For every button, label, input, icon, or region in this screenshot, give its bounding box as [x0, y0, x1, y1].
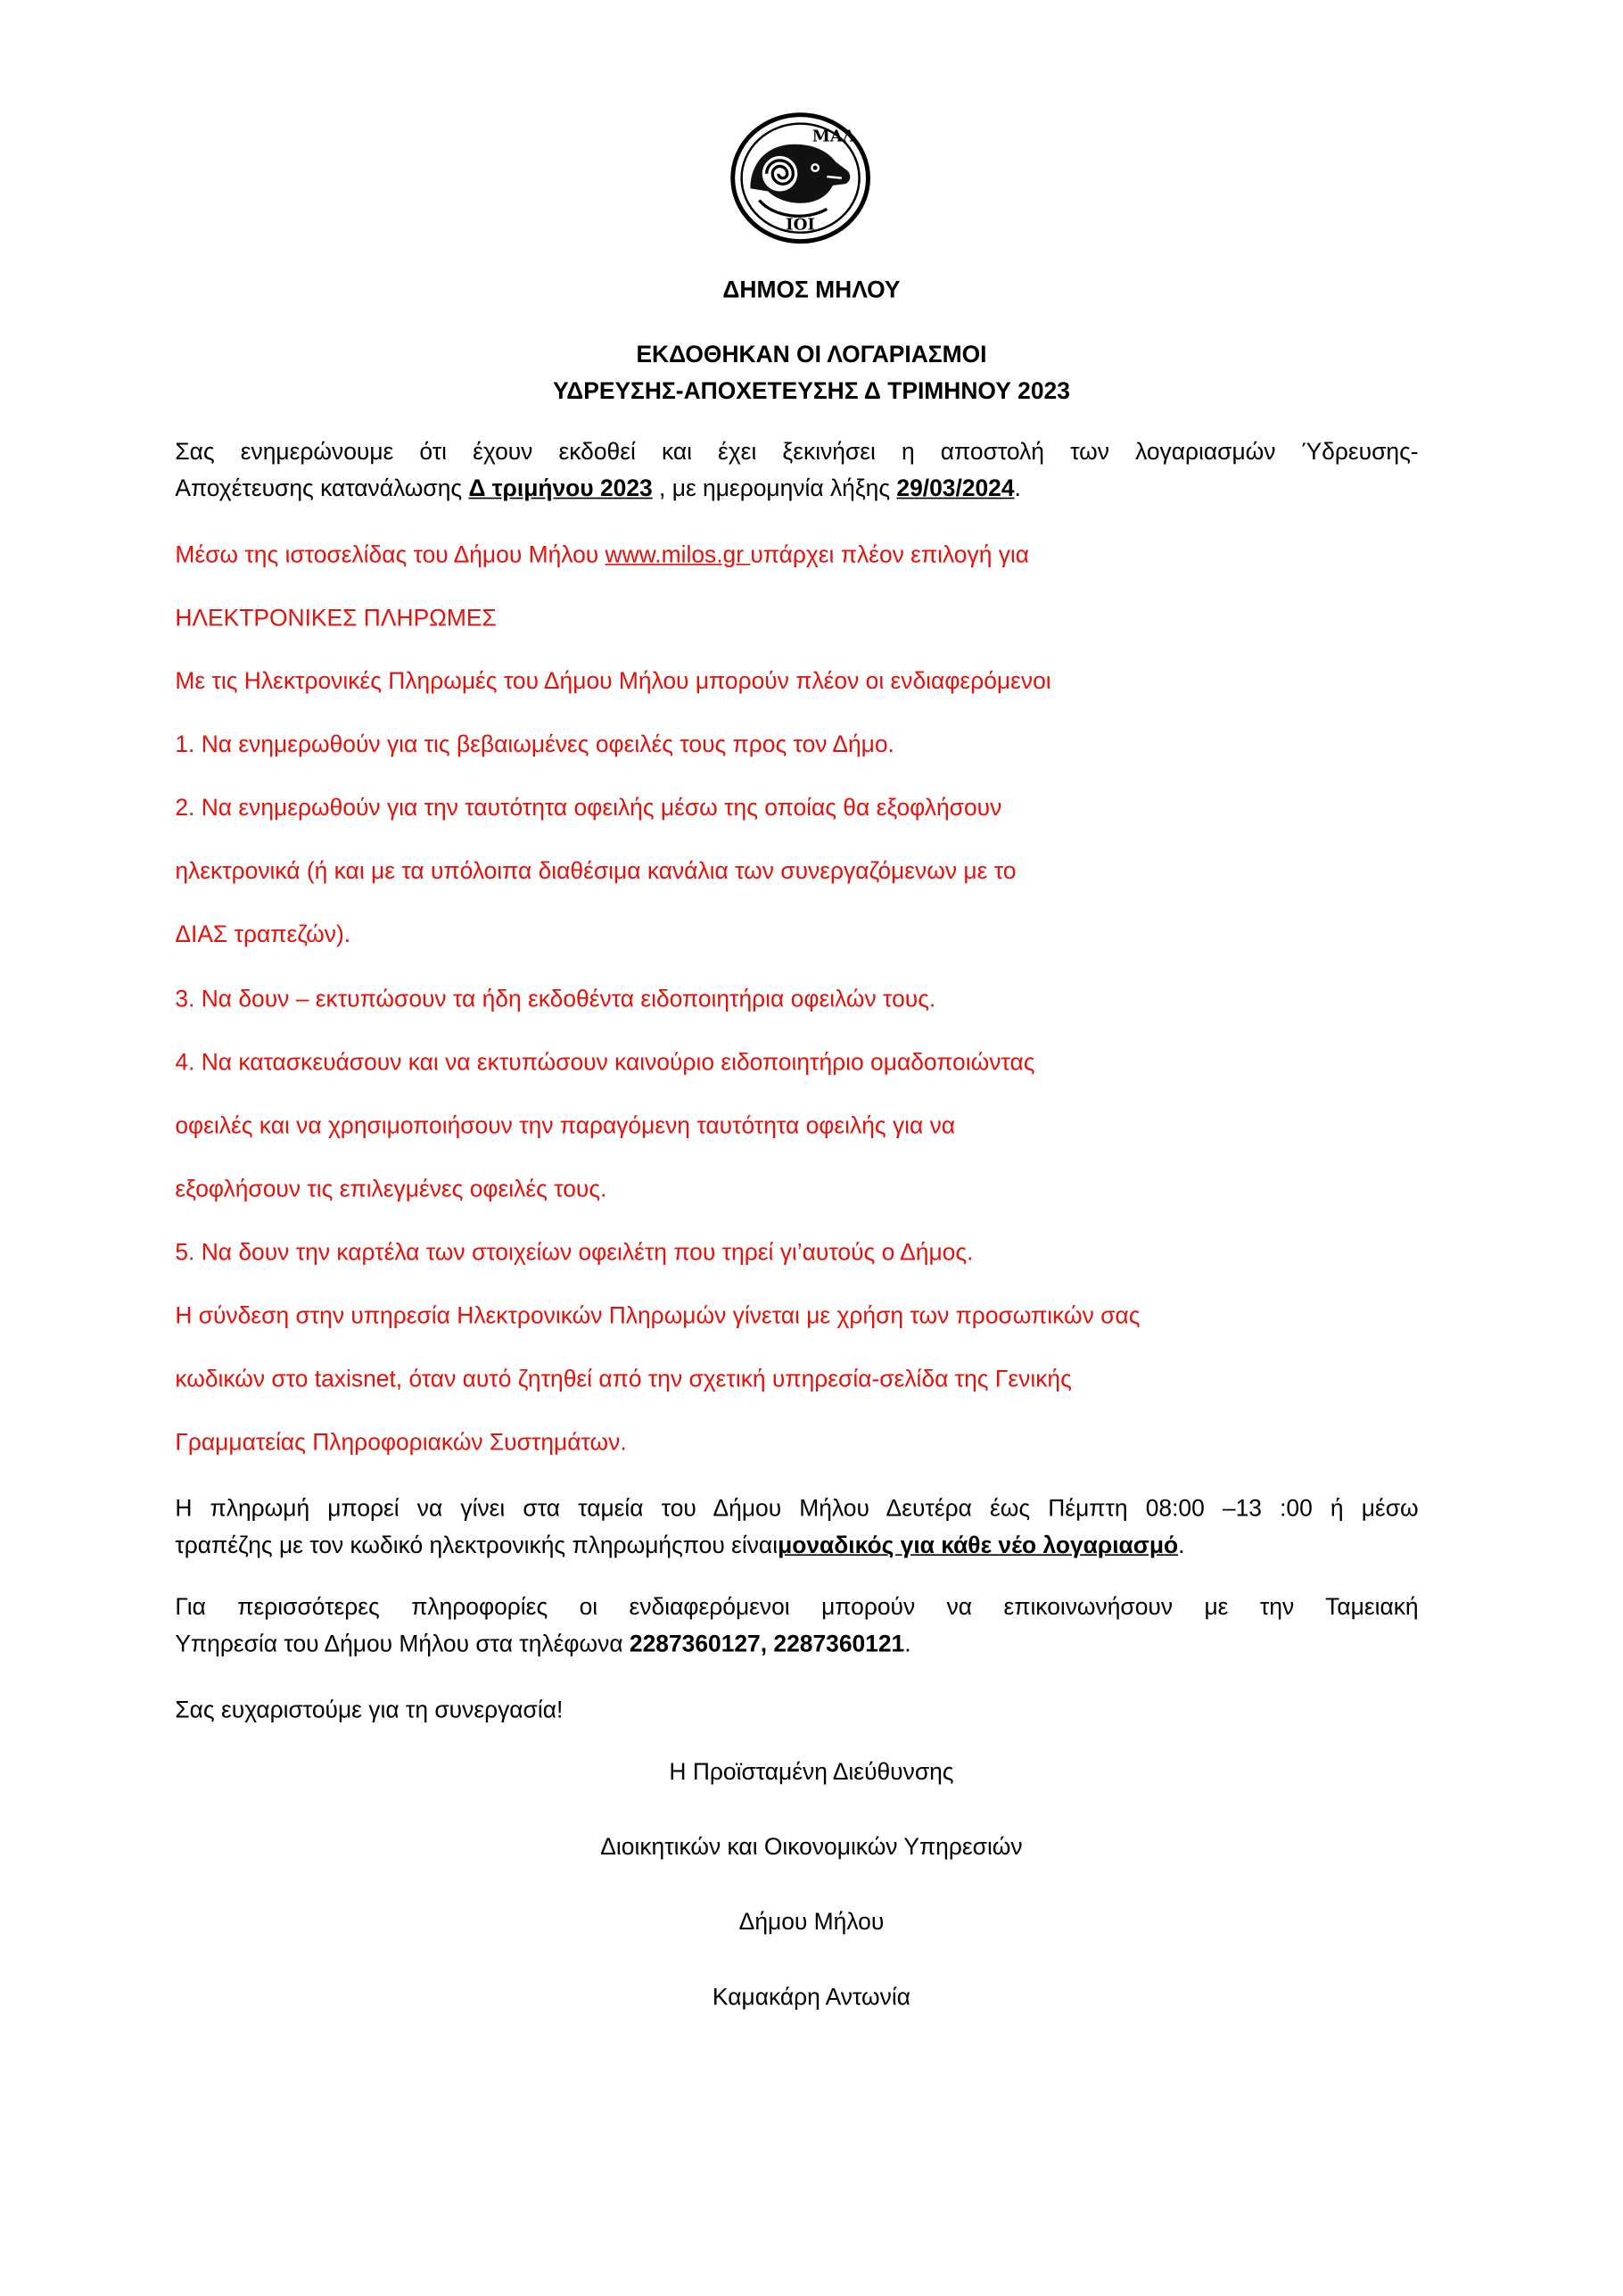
intro-line2-prefix: Αποχέτευσης κατανάλωσης [175, 476, 469, 502]
info-line2 [175, 1630, 1418, 1662]
login-info-line3: Γραμματείας Πληροφοριακών Συστημάτων. [175, 1430, 627, 1456]
e-payments-item-4: 4. Να κατασκευάσουν και να εκτυπώσουν καινούριο ειδοποιητήριο ομαδοποιώντας [175, 1051, 1035, 1077]
payment-line2-suffix: . [1178, 1533, 1185, 1559]
intro-line1: Σας ενημερώνουμε ότι έχουν εκδοθεί και έχει ξεκινήσει η αποστολή των λογαριασμών Ύδρευσης- [175, 440, 1419, 466]
signature-role-line2: Διοικητικών και Οικονομικών Υπηρεσιών [600, 1835, 1023, 1861]
e-payments-item-4-end: εξοφλήσουν τις επιλεγμένες οφειλές τους. [175, 1177, 607, 1203]
intro-line2-suffix: . [1014, 476, 1021, 502]
website-prefix: Μέσω της ιστοσελίδας του Δήμου Μήλου [175, 542, 606, 568]
thanks-line: Σας ευχαριστούμε για τη συνεργασία! [175, 1698, 564, 1724]
e-payments-item-2-end: ΔΙΑΣ τραπεζών). [175, 922, 351, 948]
info-line2-suffix: . [904, 1631, 911, 1657]
login-info-line2: κωδικών στο taxisnet, όταν αυτό ζητηθεί από την σχετική υπηρεσία-σελίδα της Γενικής [175, 1367, 1072, 1392]
payment-line2 [175, 1531, 1418, 1563]
unique-code-note: μοναδικός για κάθε νέο λογαριασμό [778, 1533, 1179, 1559]
seal-inscription-top: ΜΑΛ [812, 127, 856, 146]
intro-line2 [175, 474, 1418, 506]
e-payments-item-5: 5. Να δουν την καρτέλα των στοιχείων οφειλέτη που τηρεί γι’αυτούς ο Δήμος. [175, 1240, 974, 1266]
e-payments-item-2-cont: ηλεκτρονικά (ή και με τα υπόλοιπα διαθέσιμα κανάλια των συνεργαζόμενων με το [175, 859, 1017, 885]
payment-line2-prefix: τραπέζης με τον κωδικό ηλεκτρονικής πληρωμήςπου είναι [175, 1533, 779, 1559]
e-payments-item-2: 2. Να ενημερωθούν για την ταυτότητα οφειλής μέσω της οποίας θα εξοφλήσουν [175, 796, 1002, 822]
payment-line1: Η πληρωμή μπορεί να γίνει στα ταμεία του Δήμου Μήλου Δευτέρα έως Πέμπτη 08:00 –13 :00 ή μέσω [175, 1497, 1419, 1523]
due-date: 29/03/2024 [896, 476, 1015, 502]
e-payments-item-4-cont: οφειλές και να χρησιμοποιήσουν την παραγόμενη ταυτότητα οφειλής για να [175, 1114, 956, 1140]
signature-role-line3: Δήμου Μήλου [738, 1910, 885, 1936]
website-link[interactable]: www.milos.gr [605, 542, 751, 568]
billing-quarter: Δ τριμήνου 2023 [468, 476, 653, 502]
e-payments-item-3: 3. Να δουν – εκτυπώσουν τα ήδη εκδοθέντα ειδοποιητήρια οφειλών τους. [175, 987, 936, 1013]
e-payments-heading: ΗΛΕΚΤΡΟΝΙΚΕΣ ΠΛΗΡΩΜΕΣ [175, 606, 497, 632]
signature-role-line1: Η Προϊσταμένη Διεύθυνσης [669, 1760, 954, 1786]
contact-phones: 2287360127, 2287360121 [629, 1631, 905, 1657]
website-suffix: υπάρχει πλέον επιλογή για [750, 542, 1030, 568]
info-line2-prefix: Υπηρεσία του Δήμου Μήλου στα τηλέφωνα [175, 1631, 630, 1657]
e-payments-line: Με τις Ηλεκτρονικές Πληρωμές του Δήμου Μήλου μπορούν πλέον οι ενδιαφερόμενοι [175, 669, 1051, 695]
intro-line2-middle: , με ημερομηνία λήξης [652, 476, 897, 502]
seal-inscription-bottom: ΙΟΙ [786, 215, 815, 235]
login-info-line1: Η σύνδεση στην υπηρεσία Ηλεκτρονικών Πληρωμών γίνεται με χρήση των προσωπικών σας [175, 1303, 1141, 1329]
announcement-title-line2: ΥΔΡΕΥΣΗΣ-ΑΠΟΧΕΤΕΥΣΗΣ Δ ΤΡΙΜΗΝΟΥ 2023 [553, 379, 1070, 405]
info-line1: Για περισσότερες πληροφορίες οι ενδιαφερόμενοι μπορούν να επικοινωνήσουν με την Ταμειακή [175, 1595, 1419, 1621]
e-payments-item-1: 1. Να ενημερωθούν για τις βεβαιωμένες οφειλές τους προς τον Δήμο. [175, 732, 894, 758]
signatory-name: Καμακάρη Αντωνία [712, 1985, 911, 2011]
announcement-title-line1: ΕΚΔΟΘΗΚΑΝ ΟΙ ΛΟΓΑΡΙΑΣΜΟΙ [636, 343, 987, 368]
website-line [175, 541, 1029, 571]
ram-head-coin-icon [729, 111, 870, 244]
municipality-name: ΔΗΜΟΣ ΜΗΛΟΥ [722, 277, 901, 303]
municipality-seal [729, 111, 870, 244]
